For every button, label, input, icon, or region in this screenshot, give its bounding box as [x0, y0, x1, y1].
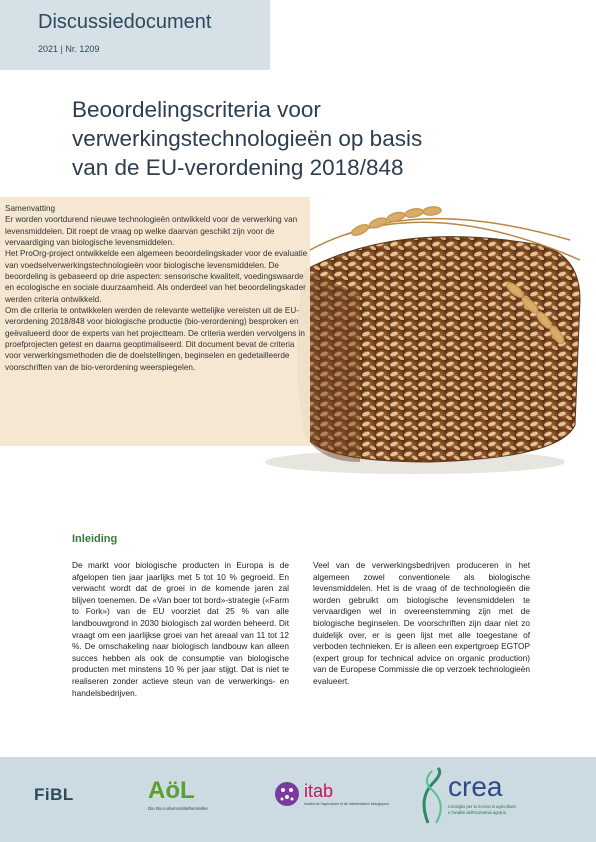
fibl-logo: FiBL — [34, 785, 74, 804]
aoel-logo-subtitle: Die Bio-Lebensmittelhersteller — [148, 806, 209, 811]
title-line-3: van de EU-verordening 2018/848 — [72, 155, 404, 180]
aoel-logo — [148, 773, 218, 813]
summary-heading: Samenvatting — [5, 204, 56, 213]
crea-logo-subtitle-1: Consiglio per la ricerca in agricoltura — [448, 804, 516, 809]
crea-logo — [418, 768, 538, 828]
summary-paragraph-3: Om die criteria te ontwikkelen werden de relevante wettelijke vereisten uit de EU-verordening 2018/848 voor biologische productie (bio-verordening) besproken en geëvalueerd door de experts van het projectteam. De criteria werden vervolgens in proefprojecten getest en daarna geoptimaliseerd. Dit document bevat de criteria voor verwerkingsmethoden die de doelstellingen, beginselen en gedetailleerde voorschriften van de bio-verordening weerspiegelen. — [5, 306, 305, 372]
document-type-title: Discussiedocument — [38, 11, 212, 33]
crea-logo-subtitle-2: e l'analisi dell'economia agraria — [448, 810, 506, 815]
crea-logo-text: crea — [448, 771, 503, 802]
page-title — [72, 95, 542, 182]
itab-dots-icon — [275, 782, 299, 806]
intro-right-column: Veel van de verwerkingsbedrijven produceren in het algemeen zowel conventionele als biologische levensmiddelen. Het is de vraag of de technologieën die worden gebruikt om biologische levensmiddelen te vervaardigen wel in overeenstemming zijn met de biologische beginselen. De voorschriften zijn daar niet zo duidelijk over, er is geen lijst met alle toegestane of verboden technieken. Er is alleen een expertgroep EGTOP (expert group for technical advice on organic production) van de Europese Commissie die op verzoek technologieën evalueert. — [313, 560, 530, 686]
title-line-1: Beoordelingscriteria voor — [72, 97, 321, 122]
summary-paragraph-2: Het ProOrg-project ontwikkelde een algemeen beoordelingskader voor de evaluatie van voedselverwerkingstechnologieën voor biologische levensmiddelen. De beoordeling is gebaseerd op drie aspecten: sensorische kwaliteit, voedingswaarde en ecologische en sociale duurzaamheid. Als onderdeel van het beoordelingskader werden criteria ontwikkeld. — [5, 249, 308, 304]
itab-logo-text: itab — [304, 781, 334, 801]
aoel-logo-text: AöL — [148, 777, 195, 804]
title-line-2: verwerkingstechnologieën op basis — [72, 126, 423, 151]
summary-paragraph-1: Er worden voortdurend nieuwe technologieën ontwikkeld voor de verwerking van levensmiddelen. Dit roept de vraag op welke daarvan geschikt zijn voor de vervaardiging van biologische levensmiddelen. — [5, 215, 298, 248]
summary-section — [5, 203, 310, 373]
document-number: 2021 | Nr. 1209 — [38, 44, 100, 54]
itab-logo — [273, 778, 389, 814]
itab-logo-subtitle: Institut de l'agriculture et de l'alimentation biologiques — [304, 802, 389, 806]
intro-left-column: De markt voor biologische producten in Europa is de afgelopen tien jaar jaarlijks met 5 tot 10 % gegroeid. En verwacht wordt dat de groei in de komende jaren zal blijven toenemen. De «Van boer tot bord»-strategie («Farm to Fork») van de EU voorziet dat 25 % van alle landbouwgrond in 2030 biologisch zal worden beheerd. Dit vraagt om een jaarlijkse groei van het areaal van 11 tot 12 %. De omschakeling naar biologisch landbouw kan alleen succes hebben als ook de consumptie van biologische producten met minstens 10 % per jaar stijgt. Dat is niet te realiseren zonder actieve steun van de verwerkings- en handelsbedrijven. — [72, 560, 289, 698]
intro-heading: Inleiding — [72, 533, 118, 545]
